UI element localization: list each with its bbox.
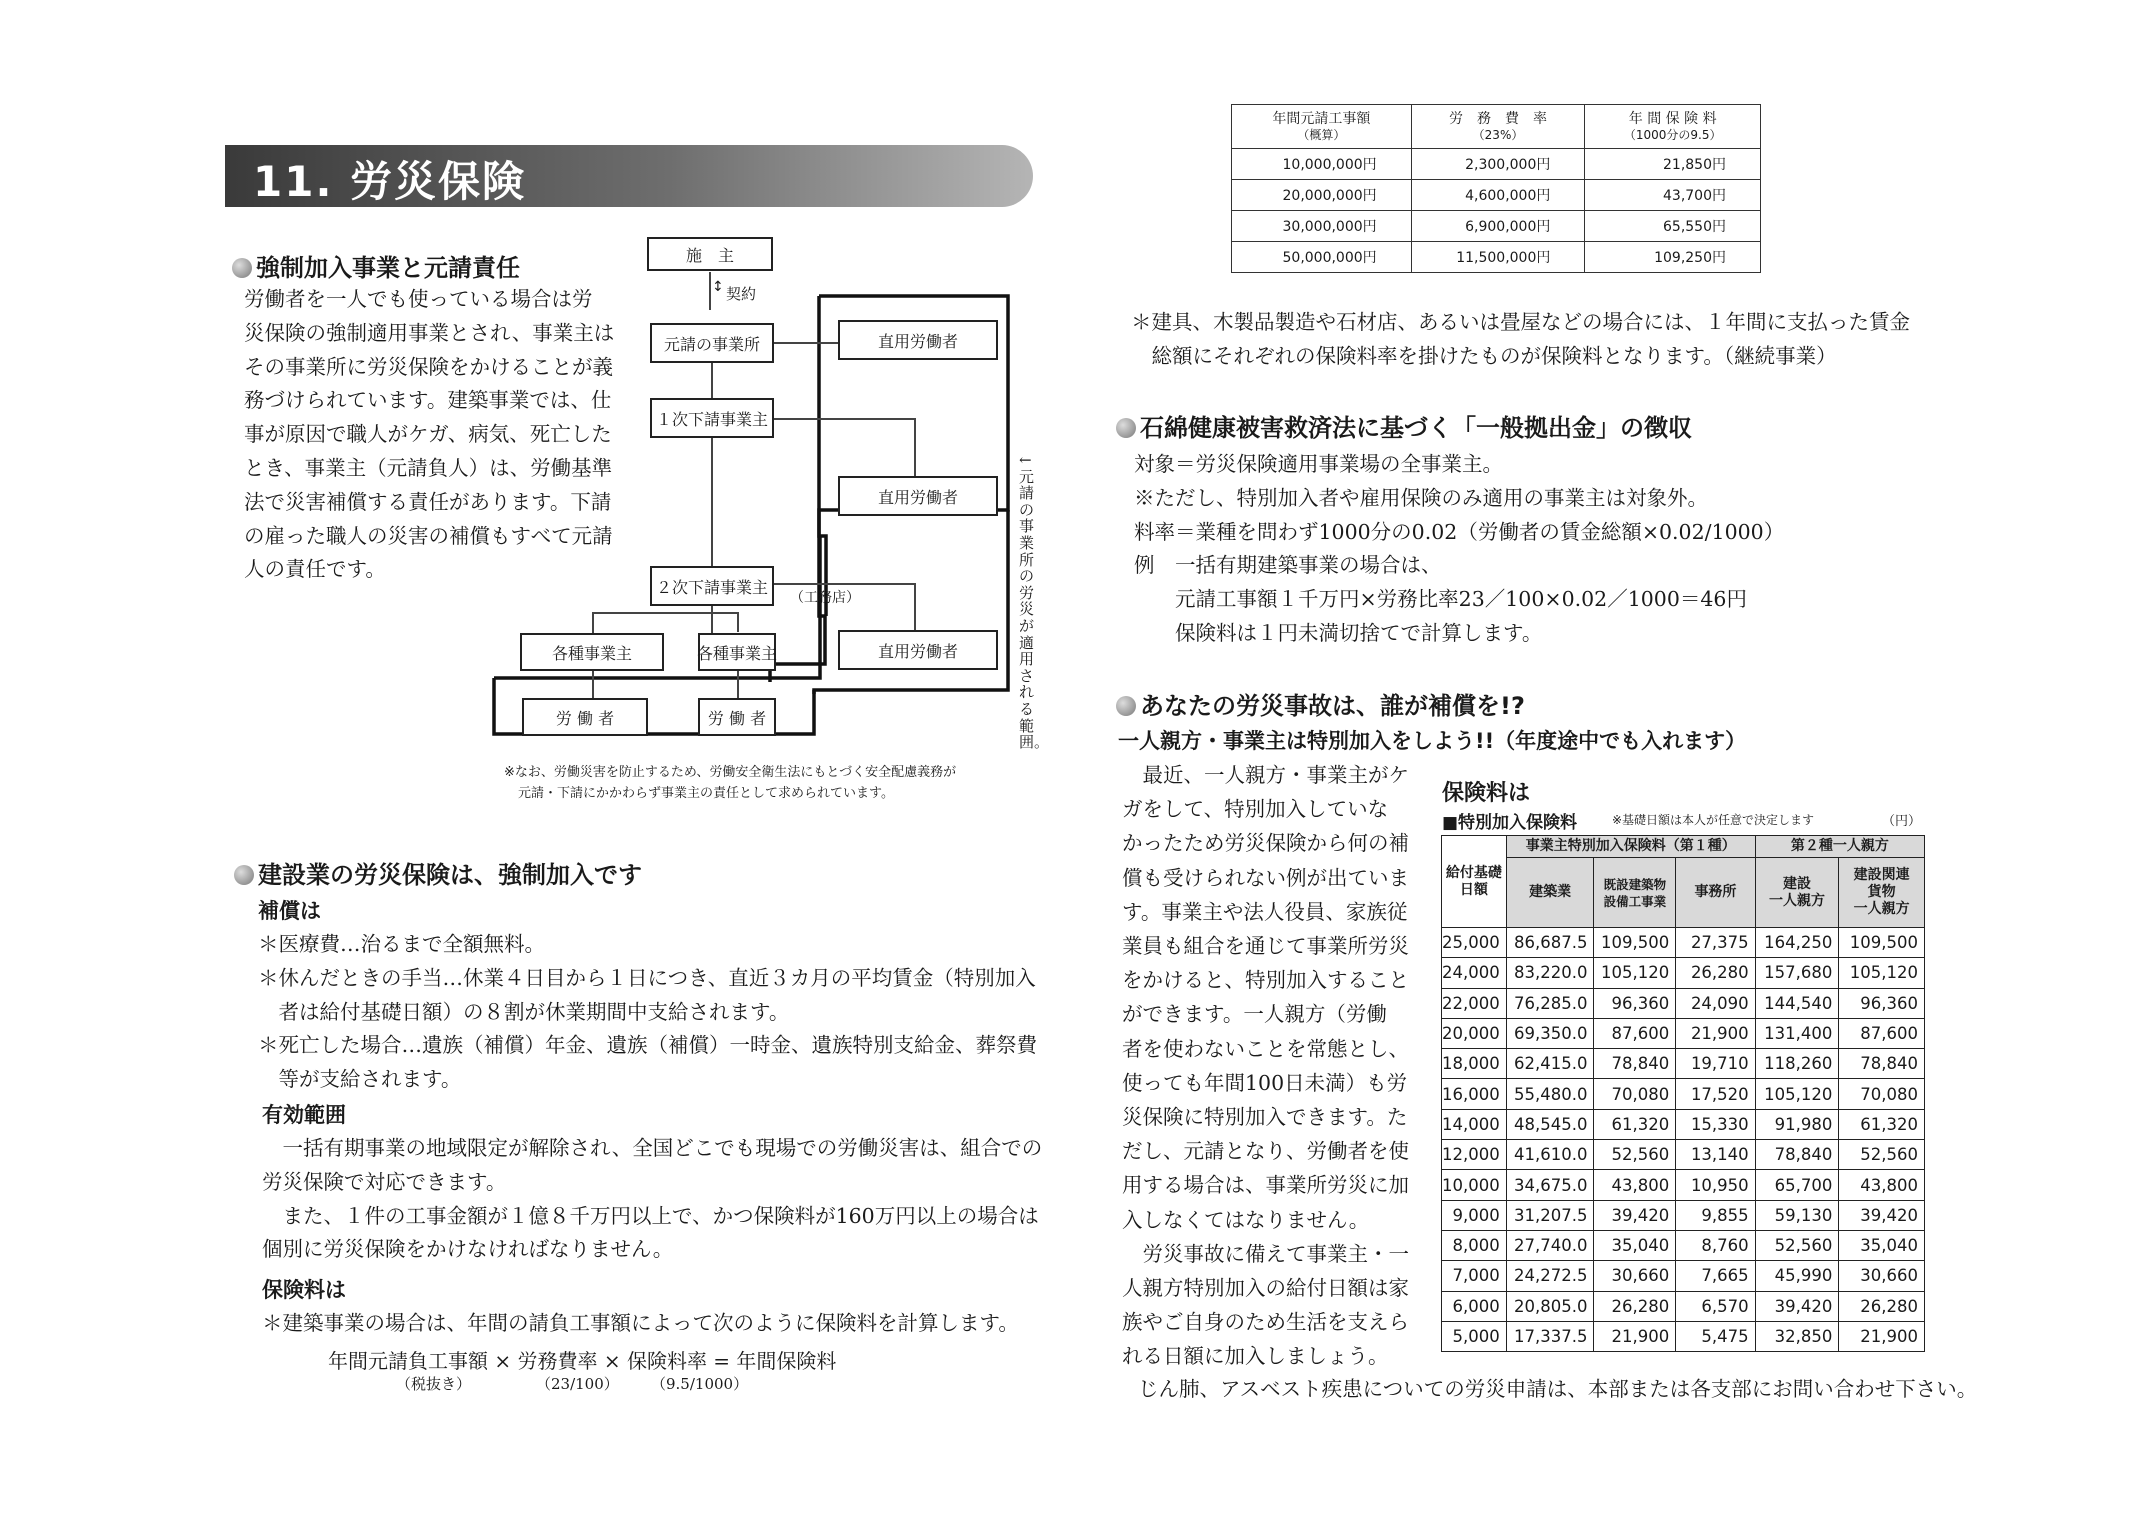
- sec3-line: 保険料は１円未満切捨てで計算します。: [1134, 620, 1543, 645]
- diagram-connector: [592, 671, 594, 698]
- sec4-line: 者を使わないことを常態とし、: [1122, 1036, 1409, 1061]
- diagram-connector: [711, 612, 739, 614]
- diagram-contract-label: 契約: [726, 285, 757, 303]
- sec1-line: の雇った職人の災害の補償もすべて元請: [244, 523, 613, 548]
- rate-value-cell: 39,420: [1839, 1200, 1925, 1230]
- sec4-line: れる日額に加入しましょう。: [1122, 1344, 1389, 1369]
- rate-daily-amount-cell: 16,000: [1442, 1079, 1507, 1109]
- rate-value-cell: 78,840: [1839, 1049, 1925, 1079]
- rate-daily-amount-cell: 10,000: [1442, 1170, 1507, 1200]
- rate-value-cell: 24,272.5: [1506, 1261, 1594, 1291]
- diagram-connector: [774, 583, 916, 585]
- rate-value-cell: 118,260: [1755, 1049, 1839, 1079]
- rate-table-header-row: [1442, 858, 1925, 928]
- diagram-connector: [737, 671, 739, 698]
- table-row: [1442, 1200, 1925, 1230]
- table-cell: 20,000,000円: [1232, 180, 1412, 211]
- sec1-line: その事業所に労災保険をかけることが義: [244, 354, 613, 379]
- rate-value-cell: 21,900: [1676, 1018, 1755, 1048]
- table-header-row: [1232, 105, 1761, 149]
- rate-value-cell: 21,900: [1839, 1321, 1925, 1351]
- table-row: [1442, 1230, 1925, 1260]
- rate-title: 保険料は: [1442, 781, 1531, 806]
- rate-header-group-1: 事業主特別加入保険料（第１種）: [1506, 836, 1755, 858]
- sec4-line: をかけると、特別加入すること: [1122, 968, 1409, 993]
- rate-header-col: [1594, 858, 1676, 928]
- sec1-heading: [232, 248, 520, 283]
- rate-value-cell: 62,415.0: [1506, 1049, 1594, 1079]
- table-row: [1442, 988, 1925, 1018]
- sec1-heading-text: 強制加入事業と元請責任: [256, 254, 520, 282]
- diagram-business-owner-2: 各種事業主: [698, 633, 776, 671]
- rate-value-cell: 105,120: [1594, 958, 1676, 988]
- sec4-heading-text: あなたの労災事故は、誰が補償を!?: [1140, 692, 1525, 720]
- header-line: 日額: [1459, 881, 1488, 898]
- rate-daily-amount-cell: 9,000: [1442, 1200, 1507, 1230]
- diagram-connector: [709, 272, 711, 310]
- sec4-line: ができます。一人親方（労働: [1122, 1002, 1387, 1027]
- table-header: [1585, 105, 1761, 149]
- compensation-line: ＊医療費…治るまで全額無料。: [258, 932, 545, 956]
- rate-value-cell: 27,375: [1676, 928, 1755, 958]
- rate-header-col: [1506, 858, 1594, 928]
- sec2-heading: [234, 855, 642, 890]
- rate-value-cell: 61,320: [1839, 1109, 1925, 1139]
- rate-value-cell: 45,990: [1755, 1261, 1839, 1291]
- sec2-heading-text: 建設業の労災保険は、強制加入です: [258, 861, 642, 889]
- table-cell: 21,850円: [1585, 149, 1761, 180]
- header-line: 一人親方: [1769, 892, 1826, 909]
- rate-value-cell: 9,855: [1676, 1200, 1755, 1230]
- diagram-footnote: [504, 762, 956, 804]
- rate-value-cell: 96,360: [1839, 988, 1925, 1018]
- diagram-connector: [774, 342, 838, 344]
- note-line: ＊建具、木製品製造や石材店、あるいは畳屋などの場合には、１年間に支払った賃金: [1131, 310, 1910, 334]
- rate-value-cell: 15,330: [1676, 1109, 1755, 1139]
- rate-value-cell: 30,660: [1594, 1261, 1676, 1291]
- rate-value-cell: 164,250: [1755, 928, 1839, 958]
- rate-value-cell: 24,090: [1676, 988, 1755, 1018]
- rate-value-cell: 52,560: [1755, 1230, 1839, 1260]
- rate-value-cell: 91,980: [1755, 1109, 1839, 1139]
- note-line: 総額にそれぞれの保険料率を掛けたものが保険料となります。（継続事業）: [1131, 343, 1837, 368]
- sec3-line: ※ただし、特別加入者や雇用保険のみ適用の事業主は対象外。: [1134, 485, 1708, 510]
- rate-value-cell: 26,280: [1676, 958, 1755, 988]
- table-cell: 4,600,000円: [1411, 180, 1585, 211]
- header-line: 貨物: [1867, 884, 1896, 900]
- bullet-dot-icon: [232, 258, 252, 278]
- sec4-line: 人親方特別加入の給付日額は家: [1122, 1276, 1409, 1301]
- diagram-prime-box: 元請の事業所: [650, 323, 774, 363]
- diagram-koumuten-label: （工務店）: [790, 590, 860, 606]
- compensation-line: 者は給付基礎日額）の８割が休業期間中支給されます。: [258, 999, 790, 1024]
- diagram-scope-note-vertical: ←元請の事業所の労災が適用される範囲。: [1019, 451, 1050, 752]
- bullet-dot-icon: [1116, 696, 1136, 716]
- rate-table-body: [1442, 928, 1925, 1352]
- header-line: 給付基礎: [1445, 864, 1502, 881]
- rate-value-cell: 13,140: [1676, 1140, 1755, 1170]
- table-row: [1442, 1079, 1925, 1109]
- table-row: [1442, 1018, 1925, 1048]
- rate-daily-amount-cell: 6,000: [1442, 1291, 1507, 1321]
- rate-value-cell: 144,540: [1755, 988, 1839, 1018]
- rate-value-cell: 65,700: [1755, 1170, 1839, 1200]
- special-enrollment-rate-table: [1441, 835, 1925, 1352]
- header-line: 労 務 費 率: [1449, 110, 1548, 127]
- sec1-line: 人の責任です。: [244, 557, 386, 582]
- rate-value-cell: 83,220.0: [1506, 958, 1594, 988]
- rate-value-cell: 5,475: [1676, 1321, 1755, 1351]
- header-line: （概算）: [1297, 127, 1346, 142]
- header-line: （1000分の9.5）: [1623, 127, 1722, 142]
- compensation-line: 等が支給されます。: [258, 1067, 462, 1092]
- scope-line: 労災保険で対応できます。: [262, 1169, 507, 1194]
- rate-value-cell: 86,687.5: [1506, 928, 1594, 958]
- rate-value-cell: 105,120: [1839, 958, 1925, 988]
- diagram-worker-2: 労 働 者: [698, 698, 776, 736]
- rate-daily-amount-cell: 7,000: [1442, 1261, 1507, 1291]
- diagram-direct-worker-2: 直用労働者: [838, 476, 998, 516]
- rate-value-cell: 48,545.0: [1506, 1109, 1594, 1139]
- rate-daily-amount-cell: 14,000: [1442, 1109, 1507, 1139]
- table-cell: 65,550円: [1585, 211, 1761, 242]
- rate-value-cell: 78,840: [1755, 1140, 1839, 1170]
- rate-header-group-2: 第２種一人親方: [1755, 836, 1924, 858]
- diagram-sub1-box: １次下請事業主: [650, 398, 774, 438]
- table-header: [1232, 105, 1412, 149]
- diagram-connector: [914, 583, 916, 630]
- fee-heading: 保険料は: [262, 1278, 346, 1302]
- diagram-sub2-box: ２次下請事業主: [650, 566, 774, 606]
- sec3-line: 例 一括有期建築事業の場合は、: [1134, 553, 1442, 578]
- header-line: （23%）: [1472, 127, 1524, 142]
- sec3-body: [1134, 448, 1784, 651]
- header-line: 設備工事業: [1603, 893, 1667, 909]
- diagram-owner-box: 施 主: [647, 237, 773, 271]
- rate-value-cell: 69,350.0: [1506, 1018, 1594, 1048]
- rate-header-col: [1839, 858, 1925, 928]
- table-cell: 43,700円: [1585, 180, 1761, 211]
- rate-header-base-daily: [1442, 836, 1507, 928]
- sec4-line: ガをして、特別加入していな: [1122, 797, 1389, 822]
- sec4-line: 族やご自身のため生活を支えら: [1122, 1310, 1409, 1335]
- table-header: [1411, 105, 1585, 149]
- rate-value-cell: 10,950: [1676, 1170, 1755, 1200]
- rate-value-cell: 52,560: [1594, 1140, 1676, 1170]
- rate-value-cell: 17,520: [1676, 1079, 1755, 1109]
- header-line: 年 間 保 険 料: [1628, 110, 1717, 127]
- rate-value-cell: 6,570: [1676, 1291, 1755, 1321]
- rate-daily-amount-cell: 25,000: [1442, 928, 1507, 958]
- sec4-line: 償も受けられない例が出ていま: [1122, 865, 1409, 890]
- sec4-line: 用する場合は、事業所労災に加: [1122, 1173, 1409, 1198]
- rate-value-cell: 34,675.0: [1506, 1170, 1594, 1200]
- rate-daily-amount-cell: 8,000: [1442, 1230, 1507, 1260]
- rate-value-cell: 35,040: [1839, 1230, 1925, 1260]
- sec1-line: 労働者を一人でも使っている場合は労: [244, 287, 593, 311]
- sec3-line: 料率＝業種を問わず1000分の0.02（労働者の賃金総額×0.02/1000）: [1134, 519, 1785, 544]
- rate-daily-amount-cell: 20,000: [1442, 1018, 1507, 1048]
- sec1-line: 務づけられています。建築事業では、仕: [244, 388, 612, 413]
- sec4-paragraph: [1122, 758, 1409, 1374]
- formula-note-labor: （23/100）: [536, 1375, 619, 1393]
- sec4-line: 入しなくてはなりません。: [1122, 1207, 1370, 1232]
- rate-table-title: ■特別加入保険料: [1442, 813, 1578, 833]
- rate-daily-amount-cell: 5,000: [1442, 1321, 1507, 1351]
- scope-line: 一括有期事業の地域限定が解除され、全国どこでも現場での労働災害は、組合での: [262, 1136, 1043, 1160]
- rate-daily-amount-cell: 22,000: [1442, 988, 1507, 1018]
- sec4-heading: [1116, 686, 1525, 721]
- diagram-connector: [592, 613, 594, 633]
- bullet-dot-icon: [1116, 418, 1136, 438]
- header-line: 事務所: [1694, 884, 1737, 900]
- page-title: 11. 労災保険: [253, 157, 527, 206]
- sec4-subheading: 一人親方・事業主は特別加入をしよう!!（年度途中でも入れます）: [1118, 729, 1747, 753]
- rate-value-cell: 70,080: [1594, 1079, 1676, 1109]
- rate-value-cell: 52,560: [1839, 1140, 1925, 1170]
- table-cell: 10,000,000円: [1232, 149, 1412, 180]
- sec3-line: 対象＝労災保険適用事業場の全事業主。: [1134, 452, 1503, 476]
- diagram-business-owner-1: 各種事業主: [520, 633, 664, 671]
- sec3-heading: [1116, 408, 1692, 443]
- table-row: [1442, 1170, 1925, 1200]
- sec3-line: 元請工事額１千万円×労務比率23／100×0.02／1000＝46円: [1134, 587, 1747, 612]
- rate-value-cell: 55,480.0: [1506, 1079, 1594, 1109]
- table-row: [1442, 1291, 1925, 1321]
- sec3-heading-text: 石綿健康被害救済法に基づく「一般拠出金」の徴収: [1140, 414, 1692, 442]
- table-row: [1442, 958, 1925, 988]
- rate-value-cell: 8,760: [1676, 1230, 1755, 1260]
- compensation-list: [258, 928, 1037, 1097]
- premium-example-table: [1231, 104, 1761, 273]
- diagram-connector: [592, 612, 712, 614]
- rate-daily-amount-cell: 24,000: [1442, 958, 1507, 988]
- sec4-line: だし、元請となり、労働者を使: [1122, 1139, 1409, 1164]
- compensation-line: ＊休んだときの手当…休業４日目から１日につき、直近３カ月の平均賃金（特別加入: [258, 965, 1036, 990]
- sec1-line: 災保険の強制適用事業とされ、事業主は: [244, 320, 615, 345]
- rate-header-col: [1755, 858, 1839, 928]
- rate-value-cell: 131,400: [1755, 1018, 1839, 1048]
- sec4-line: 労災事故に備えて事業主・一: [1122, 1241, 1409, 1266]
- rate-value-cell: 43,800: [1839, 1170, 1925, 1200]
- diagram-connector: [711, 363, 713, 398]
- rate-value-cell: 70,080: [1839, 1079, 1925, 1109]
- rate-value-cell: 26,280: [1594, 1291, 1676, 1321]
- scope-line: 個別に労災保険をかけなければなりません。: [262, 1237, 674, 1262]
- header-line: 既設建築物: [1603, 876, 1667, 892]
- table-row: [1232, 211, 1761, 242]
- diagram-direct-worker-1: 直用労働者: [838, 320, 998, 360]
- rate-value-cell: 87,600: [1839, 1018, 1925, 1048]
- rate-table-group-row: [1442, 836, 1925, 858]
- rate-value-cell: 20,805.0: [1506, 1291, 1594, 1321]
- rate-value-cell: 7,665: [1676, 1261, 1755, 1291]
- scope-heading: 有効範囲: [262, 1103, 346, 1127]
- table-row: [1442, 1321, 1925, 1351]
- diagram-arrow-icon: ↕: [712, 279, 724, 295]
- formula-note-tax: （税抜き）: [396, 1375, 472, 1393]
- rate-value-cell: 39,420: [1594, 1200, 1676, 1230]
- diagram-connector: [774, 418, 916, 420]
- table-cell: 109,250円: [1585, 242, 1761, 273]
- formula-note-rate: （9.5/1000）: [651, 1375, 749, 1393]
- diagram-worker-1: 労 働 者: [522, 698, 648, 736]
- sec1-line: とき、事業主（元請負人）は、労働基準: [244, 455, 613, 480]
- diagram-footnote-line: ※なお、労働災害を防止するため、労働安全衛生法にもとづく安全配慮義務が: [504, 765, 957, 780]
- rate-value-cell: 21,900: [1594, 1321, 1676, 1351]
- header-line: 年間元請工事額: [1272, 110, 1371, 127]
- header-line: 建設: [1783, 875, 1812, 892]
- fee-description: ＊建築事業の場合は、年間の請負工事額によって次のように保険料を計算します。: [262, 1311, 1019, 1335]
- table-row: [1442, 1261, 1925, 1291]
- table-cell: 6,900,000円: [1411, 211, 1585, 242]
- table-row: [1232, 149, 1761, 180]
- sec4-line: す。事業主や法人役員、家族従: [1122, 899, 1408, 924]
- sec4-line: 使っても年間100日未満）も労: [1122, 1070, 1408, 1095]
- header-line: 建築業: [1529, 884, 1572, 900]
- sec4-line: 最近、一人親方・事業主がケ: [1122, 763, 1409, 787]
- rate-value-cell: 157,680: [1755, 958, 1839, 988]
- table-cell: 2,300,000円: [1411, 149, 1585, 180]
- rate-value-cell: 61,320: [1594, 1109, 1676, 1139]
- scope-paragraph: [262, 1132, 1042, 1267]
- rate-table-unit: （円）: [1882, 814, 1922, 829]
- rate-daily-amount-cell: 12,000: [1442, 1140, 1507, 1170]
- rate-value-cell: 31,207.5: [1506, 1200, 1594, 1230]
- rate-value-cell: 109,500: [1594, 928, 1676, 958]
- sec1-line: 法で災害補償する責任があります。下請: [244, 489, 612, 514]
- diagram-direct-worker-3: 直用労働者: [838, 630, 998, 670]
- rate-value-cell: 105,120: [1755, 1079, 1839, 1109]
- rate-value-cell: 109,500: [1839, 928, 1925, 958]
- sec4-line: 業員も組合を通じて事業所労災: [1122, 934, 1409, 959]
- rate-value-cell: 19,710: [1676, 1049, 1755, 1079]
- continuous-business-note: [1131, 306, 1910, 374]
- table-row: [1442, 928, 1925, 958]
- table-cell: 11,500,000円: [1411, 242, 1585, 273]
- diagram-connector: [711, 438, 713, 566]
- rate-value-cell: 27,740.0: [1506, 1230, 1594, 1260]
- rate-value-cell: 17,337.5: [1506, 1321, 1594, 1351]
- sec4-line: 災保険に特別加入できます。た: [1122, 1105, 1408, 1130]
- table-row: [1442, 1140, 1925, 1170]
- footer-note: じん肺、アスベスト疾患についての労災申請は、本部または各支部にお問い合わせ下さい。: [1138, 1377, 1978, 1401]
- rate-value-cell: 78,840: [1594, 1049, 1676, 1079]
- table-row: [1232, 180, 1761, 211]
- table-row: [1232, 242, 1761, 273]
- rate-header-col: [1676, 858, 1755, 928]
- rate-value-cell: 39,420: [1755, 1291, 1839, 1321]
- fee-formula: 年間元請負工事額 × 労務費率 × 保険料率 = 年間保険料: [328, 1349, 837, 1373]
- rate-value-cell: 59,130: [1755, 1200, 1839, 1230]
- table-row: [1442, 1109, 1925, 1139]
- diagram-connector: [914, 418, 916, 476]
- rate-value-cell: 30,660: [1839, 1261, 1925, 1291]
- table-row: [1442, 1049, 1925, 1079]
- rate-value-cell: 35,040: [1594, 1230, 1676, 1260]
- bullet-dot-icon: [234, 865, 254, 885]
- sec1-line: 事が原因で職人がケガ、病気、死亡した: [244, 422, 612, 447]
- diagram-connector: [737, 612, 739, 632]
- section-title-banner: [225, 145, 1033, 207]
- sec4-line: かったため労災保険から何の補: [1122, 831, 1409, 856]
- diagram-footnote-line: 元請・下請にかかわらず事業主の責任として求められています。: [518, 786, 894, 801]
- rate-value-cell: 26,280: [1839, 1291, 1925, 1321]
- scope-line: また、１件の工事金額が１億８千万円以上で、かつ保険料が160万円以上の場合は: [262, 1203, 1039, 1228]
- diagram-connector: [711, 606, 713, 633]
- rate-value-cell: 76,285.0: [1506, 988, 1594, 1018]
- rate-daily-amount-cell: 18,000: [1442, 1049, 1507, 1079]
- header-line: 一人親方: [1853, 901, 1910, 917]
- rate-value-cell: 43,800: [1594, 1170, 1676, 1200]
- rate-value-cell: 41,610.0: [1506, 1140, 1594, 1170]
- table-cell: 50,000,000円: [1232, 242, 1412, 273]
- rate-value-cell: 87,600: [1594, 1018, 1676, 1048]
- header-line: 建設関連: [1853, 867, 1910, 883]
- table-cell: 30,000,000円: [1232, 211, 1412, 242]
- rate-value-cell: 32,850: [1755, 1321, 1839, 1351]
- rate-value-cell: 96,360: [1594, 988, 1676, 1018]
- compensation-heading: 補償は: [258, 899, 321, 923]
- compensation-line: ＊死亡した場合…遺族（補償）年金、遺族（補償）一時金、遺族特別支給金、葬祭費: [258, 1033, 1037, 1058]
- rate-table-note: ※基礎日額は本人が任意で決定します: [1612, 813, 1815, 827]
